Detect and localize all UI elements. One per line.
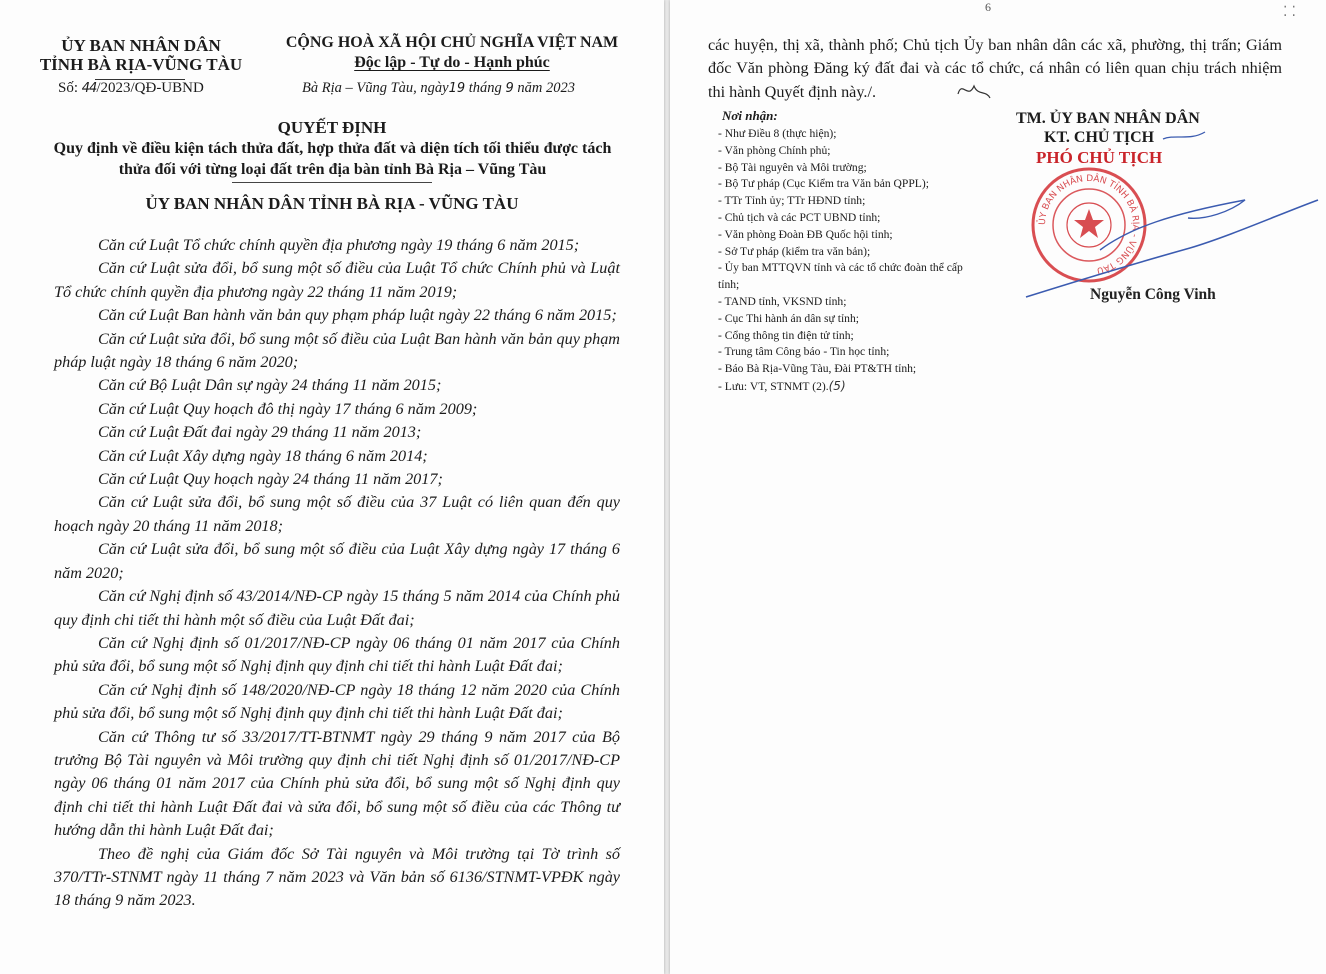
preamble-item: Theo đề nghị của Giám đốc Sở Tài nguyên và Môi trường tại Tờ trình số 370/TTr-STNMT ngày 11 tháng 7 năm 2023 và Văn bản số 6136/STNMT-VPĐK ngày 18 tháng 9 năm 2023. [54, 844, 620, 910]
recipient-last: - Lưu: VT, STNMT (2). [718, 379, 829, 393]
nation-line1: CỘNG HOÀ XÃ HỘI CHỦ NGHĨA VIỆT NAM [285, 34, 619, 51]
recipient-item: - Như Điều 8 (thực hiện); [718, 127, 837, 140]
date-prefix: Bà Rịa – Vũng Tàu, ngày [302, 80, 449, 96]
recipient-item: - Bộ Tài nguyên và Môi trường; [718, 160, 867, 174]
nation-line2: Độc lập - Tự do - Hạnh phúc [354, 54, 550, 71]
recipient-item: - Văn phòng Đoàn ĐB Quốc hội tỉnh; [718, 227, 893, 241]
preamble-item: Căn cứ Nghị định số 148/2020/NĐ-CP ngày 18 tháng 12 năm 2020 của Chính phủ sửa đổi, bổ sung một số Nghị định quy định chi tiết thi hành Luật Đất đai; [54, 680, 620, 723]
date-day: 19 [448, 81, 466, 96]
date-month: 9 [505, 81, 514, 96]
corner-mark: ⁚⁚ [1283, 5, 1300, 20]
signature-flourish-icon [1100, 200, 1245, 250]
handwritten-count: (5) [828, 378, 846, 393]
preamble-item: Căn cứ Luật Xây dựng ngày 18 tháng 6 năm 2014; [98, 446, 428, 465]
preamble-item: Căn cứ Luật Đất đai ngày 29 tháng 11 năm 2013; [98, 423, 422, 442]
preamble-item: Căn cứ Nghị định số 01/2017/NĐ-CP ngày 06 tháng 01 năm 2017 của Chính phủ sửa đổi, bổ sung một số Nghị định quy định chi tiết thi hành Luật Đất đai; [54, 633, 620, 676]
preamble-item: Căn cứ Luật sửa đổi, bổ sung một số điều của 37 Luật có liên quan đến quy hoạch ngày 20 tháng 11 năm 2018; [54, 493, 620, 535]
initials-end-icon [958, 86, 990, 98]
recipient-item: - Văn phòng Chính phủ; [718, 143, 831, 157]
recipient-item: - TAND tỉnh, VKSND tỉnh; [718, 294, 847, 308]
stamp-text: ỦY BAN NHÂN DÂN TỈNH BÀ RỊA - VŨNG TÀU [1037, 173, 1141, 276]
preamble-item: Căn cứ Luật Ban hành văn bản quy phạm pháp luật ngày 22 tháng 6 năm 2015; [98, 306, 617, 325]
preamble-item: Căn cứ Luật sửa đổi, bổ sung một số điều của Luật Ban hành văn bản quy phạm pháp luật ngày 18 tháng 6 năm 2020; [54, 329, 620, 372]
recipient-item: - Ủy ban MTTQVN tỉnh và các tổ chức đoàn thể cấp tỉnh; [718, 261, 963, 292]
recipient-item: - Cổng thông tin điện tử tỉnh; [718, 328, 854, 342]
continuation-text: các huyện, thị xã, thành phố; Chủ tịch Ủy ban nhân dân các xã, phường, thị trấn; Giám đốc Văn phòng Đăng ký đất đai và các tổ chức, cá nhân có liên quan chịu trách nhiệm thi hành Quyết định này./. [708, 36, 1282, 101]
preamble-item: Căn cứ Luật Quy hoạch đô thị ngày 17 tháng 6 năm 2009; [98, 399, 478, 418]
date-suffix: năm 2023 [517, 80, 575, 96]
preamble-item: Căn cứ Luật Tổ chức chính quyền địa phương ngày 19 tháng 6 năm 2015; [98, 236, 580, 254]
preamble-item: Căn cứ Nghị định số 43/2014/NĐ-CP ngày 15 tháng 5 năm 2014 của Chính phủ quy định chi tiết thi hành một số điều của Luật Đất đai; [54, 587, 620, 629]
date-middle: tháng [468, 80, 502, 96]
signature-tm: TM. ỦY BAN NHÂN DÂN [1016, 110, 1200, 127]
signature-role: PHÓ CHỦ TỊCH [1036, 148, 1163, 167]
preamble-item: Căn cứ Bộ Luật Dân sự ngày 24 tháng 11 năm 2015; [98, 376, 442, 395]
preamble-item: Căn cứ Thông tư số 33/2017/TT-BTNMT ngày 29 tháng 9 năm 2017 của Bộ trưởng Bộ Tài nguyên và Môi trường quy định chi tiết Nghị định số 01/2017/NĐ-CP ngày 06 tháng 01 năm 2017 của Chính phủ sửa đổi, bổ sung một số Nghị định quy định chi tiết thi hành Luật Đất đai và sửa đổi, bổ sung một số điều của các Thông tư hướng dẫn thi hành Luật Đất đai; [54, 727, 620, 840]
issuing-org-line1: ỦY BAN NHÂN DÂN [61, 36, 221, 55]
recipient-item: - Bộ Tư pháp (Cục Kiểm tra Văn bản QPPL); [718, 177, 929, 191]
decision-subtitle: Quy định về điều kiện tách thửa đất, hợp thửa đất và diện tích tối thiểu được tách thửa đối với từng loại đất trên địa bàn tỉnh Bà Rịa – Vũng Tàu [53, 140, 612, 178]
recipients-heading: Nơi nhận: [722, 108, 778, 123]
preamble-item: Căn cứ Luật Quy hoạch ngày 24 tháng 11 năm 2017; [98, 470, 443, 489]
recipient-item: - Báo Bà Rịa-Vũng Tàu, Đài PT&TH tỉnh; [718, 362, 917, 376]
page-number: 6 [985, 0, 991, 14]
signature-kt: KT. CHỦ TỊCH [1044, 129, 1155, 146]
signer-name: Nguyễn Công Vinh [1090, 286, 1216, 303]
recipient-item: - Trung tâm Công báo - Tin học tỉnh; [718, 345, 890, 359]
recipient-item: - Sở Tư pháp (kiểm tra văn bản); [718, 244, 871, 258]
signature-stroke-icon [1026, 200, 1318, 297]
issuing-org-line2: TỈNH BÀ RỊA-VŨNG TÀU [39, 55, 243, 74]
recipient-item: - Cục Thi hành án dân sự tỉnh; [718, 311, 859, 325]
preamble-item: Căn cứ Luật sửa đổi, bổ sung một số điều của Luật Tổ chức Chính phủ và Luật Tổ chức chính quyền địa phương ngày 22 tháng 11 năm 2019; [54, 259, 620, 301]
recipient-item: - TTr Tỉnh ủy; TTr HĐND tỉnh; [718, 194, 866, 208]
decision-title: QUYẾT ĐỊNH [277, 118, 387, 137]
issuer-heading: ỦY BAN NHÂN DÂN TỈNH BÀ RỊA - VŨNG TÀU [145, 194, 519, 213]
initials-kt-icon [1163, 132, 1205, 139]
recipient-item: - Chủ tịch và các PCT UBND tỉnh; [718, 210, 881, 224]
doc-no-suffix: /2023/QĐ-UBND [96, 80, 204, 96]
doc-no-handwritten: 44 [81, 81, 97, 96]
doc-no-prefix: Số: [58, 80, 79, 96]
preamble-item: Căn cứ Luật sửa đổi, bổ sung một số điều của Luật Xây dựng ngày 17 tháng 6 năm 2020; [54, 540, 620, 582]
